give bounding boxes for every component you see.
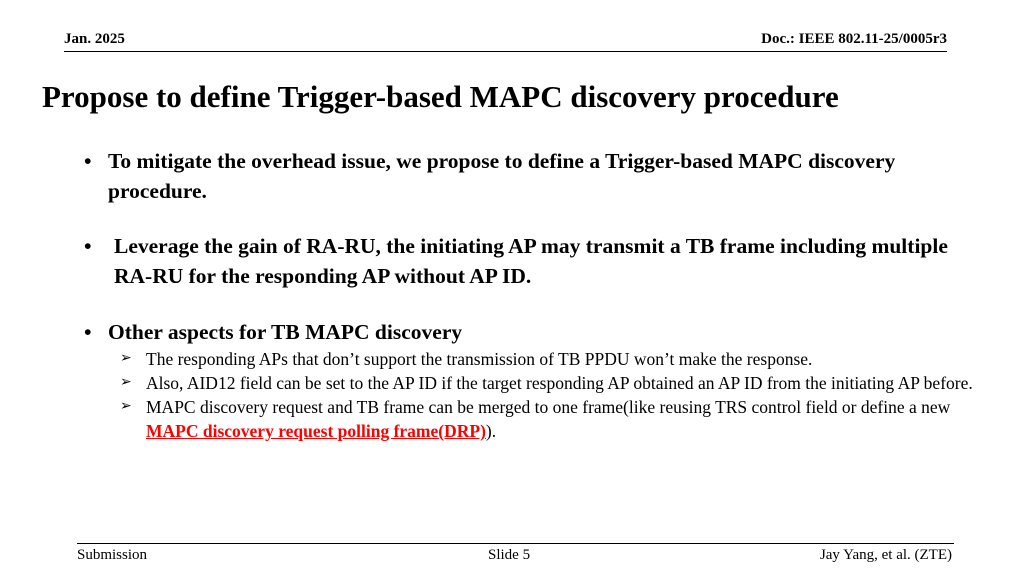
bullet-3 [80,317,980,347]
bullet-icon: • [84,149,92,173]
bullet-2 [80,231,980,291]
header-date: Jan. 2025 [64,31,125,47]
footer-author: Jay Yang, et al. (ZTE) [819,547,952,563]
sub-bullet-3 [120,395,980,443]
bullet-2-text: Leverage the gain of RA-RU, the initiating AP may transmit a TB frame including multiple RA-RU for the responding AP without AP ID. [114,234,948,288]
arrow-bullet-icon: ➢ [120,351,132,366]
drp-link[interactable]: MAPC discovery request polling frame(DRP) [146,421,486,441]
sub-bullet-3-pre: MAPC discovery request and TB frame can be merged to one frame(like reusing TRS control field or define a new [146,397,951,417]
bullet-icon: • [84,320,92,344]
footer-submission: Submission [77,547,148,563]
sub-bullet-3-post: ). [485,421,497,441]
arrow-bullet-icon: ➢ [120,375,132,390]
bullet-3-text: Other aspects for TB MAPC discovery [108,320,463,344]
bullet-1 [80,146,980,206]
slide-content [80,146,980,443]
footer-slide-number: Slide 5 [488,547,531,563]
sub-bullet-2-text: Also, AID12 field can be set to the AP ID if the target responding AP obtained an AP ID from the initiating AP before. [146,373,973,393]
sub-bullet-1 [120,347,980,371]
header-doc-number: Doc.: IEEE 802.11-25/0005r3 [761,31,947,47]
slide-title: Propose to define Trigger-based MAPC discovery procedure [42,79,839,114]
sub-bullet-2 [120,371,980,395]
bullet-icon: • [84,234,92,258]
footer-divider [77,543,954,544]
bullet-1-text: To mitigate the overhead issue, we propose to define a Trigger-based MAPC discovery procedure. [108,149,896,203]
sub-bullet-3-text [120,395,980,443]
header-divider [64,51,947,52]
arrow-bullet-icon: ➢ [120,399,132,414]
sub-bullet-1-text: The responding APs that don’t support the transmission of TB PPDU won’t make the response. [146,349,813,369]
